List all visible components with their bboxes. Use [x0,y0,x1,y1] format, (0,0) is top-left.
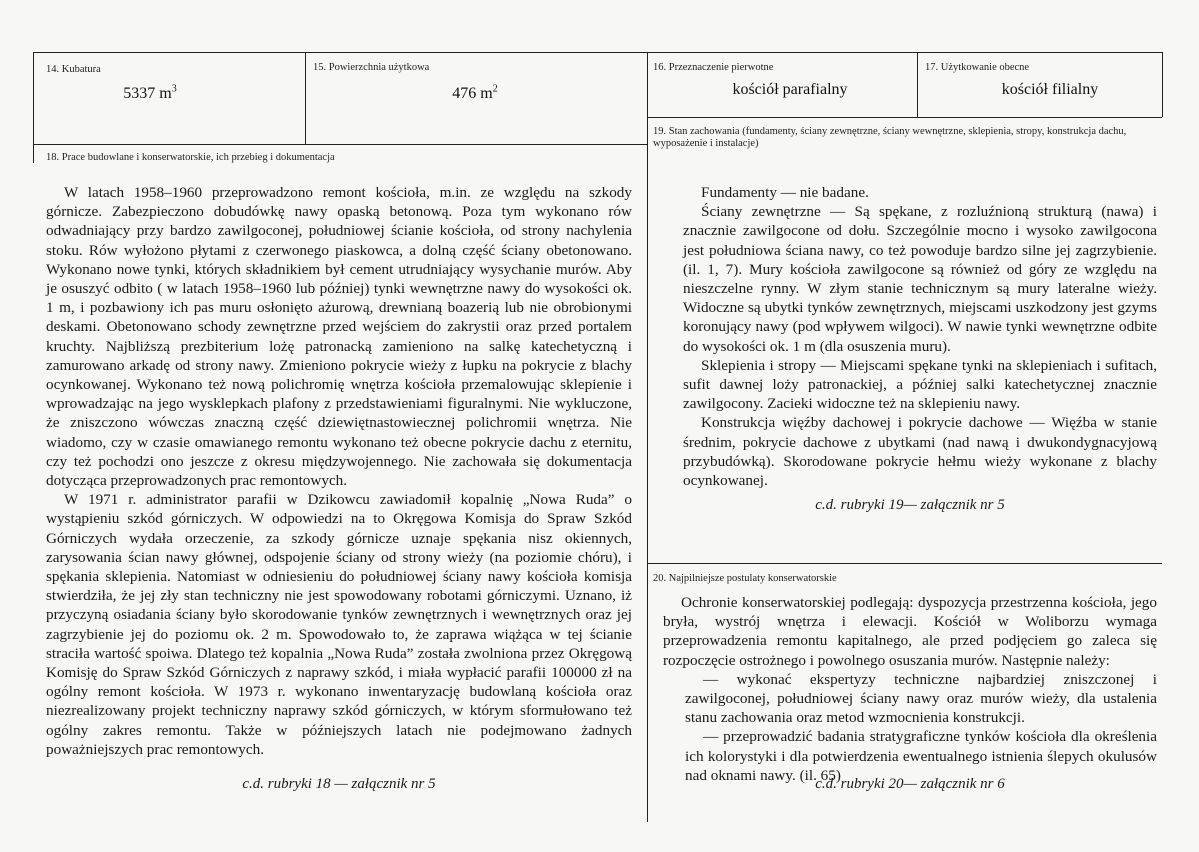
powierzchnia-value: 476 $m^2$ [452,83,498,102]
section20-item: — wykonać ekspertyzy techniczne najbardziej zniszczonej i zawilgoconej, południowej ściany nawy oraz murów wieży, dla ustalenia stanu zachowania oraz metod wzmocnienia konstrukcji. [685,670,1157,727]
przeznaczenie-label: 16. Przeznaczenie pierwotne [653,62,774,73]
powierzchnia-label: 15. Powierzchnia użytkowa [313,62,430,73]
section19-entry: Konstrukcja więźby dachowej i pokrycie dachowe — Więźba w stanie średnim, pokrycie dachowe z ubytkami (nad nawą i dwukondygnacyjową przybudówką). Skorodowane pokrycie hełmu wieży wykonane z blachy ocynkowanej. [683,414,1157,490]
section20-intro: Ochronie konserwatorskiej podlegają: dyspozycja przestrzenna kościoła, jego bryła, wystrój wnętrza i elewacji. Kościół w Woliborzu wymaga przeprowadzenia remontu kapitalnego, ale przed podjęciem go zaleca się rozpoczęcie ostrożnego i powolnego osuszania murów. Następnie należy: [663,594,1157,669]
section19-entry: Fundamenty — nie badane. [701,184,869,201]
section20-label: 20. Najpilniejsze postulaty konserwatorskie [653,573,837,584]
przeznaczenie-value: kościół parafialny [732,81,848,98]
section20-ref: c.d. rubryki 20— załącznik nr 6 [815,776,1005,792]
divider-14-15 [305,52,306,144]
section18-label: 18. Prace budowlane i konserwatorskie, ich przebieg i dokumentacja [46,152,335,163]
section18-text [46,183,632,759]
kubatura-value: 5337 $m^3$ [123,83,177,102]
kubatura-label: 14. Kubatura [46,64,101,75]
section20-item: — przeprowadzić badania stratygraficzne tynków kościoła dla określenia ich kolorystyki i dla potwierdzenia ewentualnego istnienia ślepych okulusów nad oknami nawy. (il. 65) [685,728,1157,784]
uzytkowanie-value: kościół filialny [1001,81,1099,98]
right-border [1162,52,1163,117]
section20-top [647,563,1162,564]
uzytkowanie-label: 17. Użytkowanie obecne [925,62,1030,73]
section19-ref: c.d. rubryki 19— załącznik nr 5 [815,497,1005,513]
section18-paragraph: W latach 1958–1960 przeprowadzono remont kościoła, m.in. ze względu na szkody górnicze. Zabezpieczono dobudówkę nawy opaską betonową. Poza tym wykonano rów odwadniający przy bardzo zawilgoconej, południowej ścianie kościoła, od strony nachylenia stoku. Rów wyłożono płytami z czerwonego piaskowca, a dolną część ściany obetonowano. Wykonano nowe tynki, których składnikiem był cement utrudniający wysychanie murów. Aby je osuszyć odbito ( w latach 1958–1960 lub później) tynki wewnętrzne nawy do wysokości ok. 1 m, i pozbawiony ich pas muru osłonięto ażurową, drewnianą boazerią lub nie obrobionymi deskami. Obetonowano schody zewnętrzne przed wejściem do zakrystii oraz przed portalem kruchty. Najbliższą prezbiterium lożę patronacką zamieniono na salkę katechetyczną i zamurowano arkadę od strony nawy. Zmieniono pokrycie wieży z łupku na pokrycie z blachy ocynkowanej. Wykonano też nową polichromię wnętrza kościoła przemalowując sklepienie i wprowadzając na jego wysklepkach plafony z przedstawieniami figuralnymi. Nie wykluczone, że zniszczono wówczas znaczną część dziewiętnastowiecznej polichromii wnętrza. Nie wiadomo, czy w czasie omawianego remontu wykonano też obecne pokrycie dachu z eternitu, czy też pochodzi ono jeszcze z okresu międzywojennego. Nie zachowała się dokumentacja dotycząca przeprowadzonych prac remontowych. [46,184,632,490]
top-border [33,52,1162,53]
section19-label: 19. Stan zachowania (fundamenty, ściany zewnętrzne, ściany wewnętrzne, sklepienia, stropy, konstrukcja dachu, wyposażenie i instalacje) [653,126,1127,149]
row1-bottom-left [33,144,647,145]
row1-bottom-right [647,117,1162,118]
section19-entry: Ściany zewnętrzne — Są spękane, z rozluźnioną strukturą (nawa) i znacznie zawilgocone od dołu. Szczególnie mocno i wysoko zawilgocona jest południowa ściana nawy, co też powoduje bardzo silne jej zagrzybienie. (il. 1, 7). Mury kościoła zawilgocone są również od góry ze względu na nieszczelne rynny. W złym stanie technicznym są mury lateralne wieży. Widoczne są ubytki tynków zewnętrznych, miejscami uszkodzony jest gzyms koronujący nawy (pod wpływem wilgoci). W nawie tynki wewnętrzne odbite do wysokości ok. 1 m (dla osuszenia muru). [683,203,1157,355]
center-divider [647,52,648,822]
section19-text [663,183,1157,490]
divider-16-17 [917,52,918,117]
section19-entry: Sklepienia i stropy — Miejscami spękane tynki na sklepieniach i sufitach, sufit dawnej loży patronackiej, a później salki katechetycznej znacznie zawilgocony. Zacieki widoczne też na sklepieniu nawy. [683,356,1157,413]
section18-paragraph: W 1971 r. administrator parafii w Dzikowcu zawiadomił kopalnię „Nowa Ruda” o wystąpieniu szkód górniczych. W odpowiedzi na to Okręgowa Komisja do Spraw Szkód Górniczych wydała orzeczenie, za szkody górnicze uznaje spękania nisz okiennych, zarysowania ścian nawy głównej, odspojenie ściany od strony wieży (na poziomie chóru), i spękania sklepienia. Natomiast w odniesieniu do południowej ściany nawy kościoła komisja stwierdziła, że jej zły stan techniczny nie jest spowodowany robotami górniczymi. Uznano, iż przyczyną osiadania ściany było skorodowanie tynków zewnętrznych i wewnętrznych oraz jej zagrzybienie jej do poziomu ok. 2 m. Spowodowało to, że zaprawa wiążąca w tej ścianie straciła wartość spoiwa. Dlatego też kopalnia „Nowa Ruda” została zwolniona przez Okręgową Komisję do Spraw Szkód Górniczych z naprawy szkód, i miała wypłacić parafii 100000 zł na ogólny remont kościoła. W 1973 r. wykonano inwentaryzację budowlaną kościoła oraz niezrealizowany projekt techniczny naprawy szkód górniczych, w którym sformułowano też ogólny zakres remontu. Także w późniejszych latach nie podejmowano żadnych poważniejszych prac remontowych. [46,491,632,758]
left-border [33,52,34,163]
section20-text [663,593,1157,785]
section18-ref: c.d. rubryki 18 — załącznik nr 5 [242,776,436,792]
